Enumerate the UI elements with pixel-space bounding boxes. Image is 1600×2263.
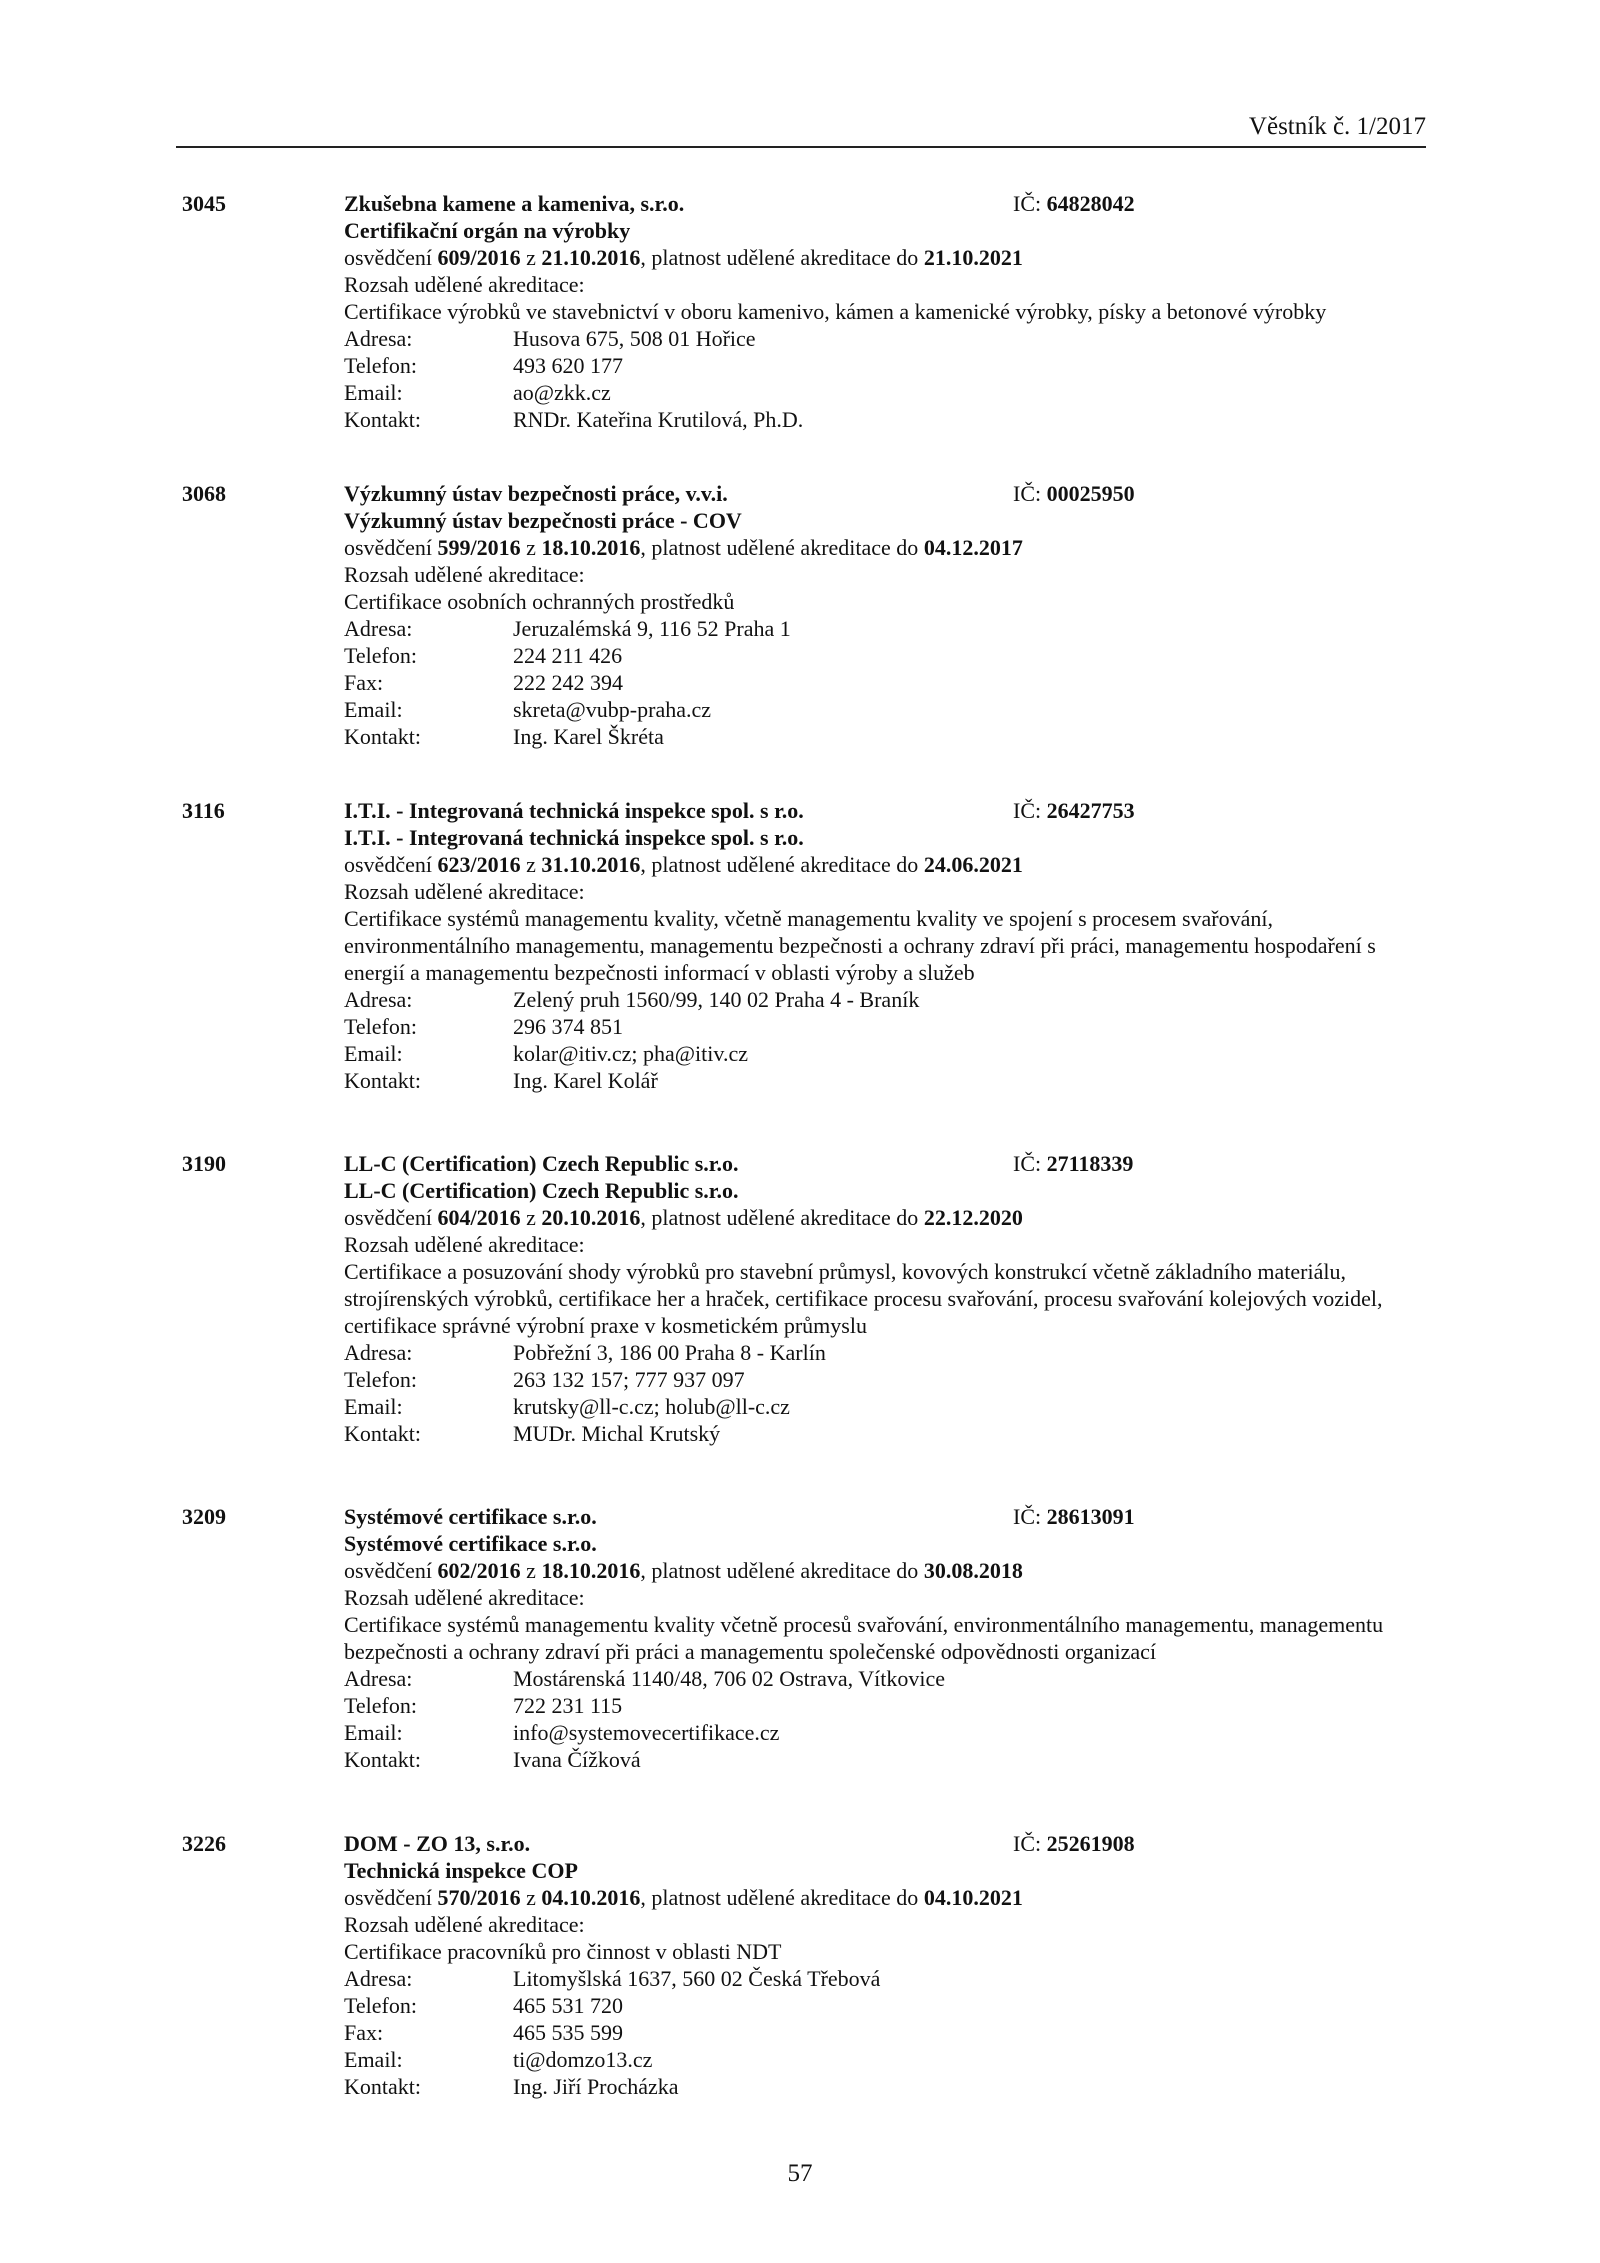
contact-label: Email: <box>344 1720 403 1745</box>
ic-value: 25261908 <box>1046 1831 1135 1856</box>
contact-value: ti@domzo13.cz <box>513 2047 653 2072</box>
scope-label: Rozsah udělené akreditace: <box>344 1585 585 1610</box>
contact-label: Kontakt: <box>344 407 421 432</box>
contact-value: 465 535 599 <box>513 2020 623 2045</box>
contact-value: 493 620 177 <box>513 353 623 378</box>
contact-label: Fax: <box>344 670 384 695</box>
certificate-line <box>344 1884 1414 1911</box>
contact-row-email <box>344 2046 1414 2073</box>
valid-until-date: 04.10.2021 <box>923 1885 1023 1910</box>
contact-row-person <box>344 723 1414 750</box>
valid-until-date: 24.06.2021 <box>923 852 1023 877</box>
certificate-date: 21.10.2016 <box>541 245 641 270</box>
ic-field <box>1013 797 1135 824</box>
certification-body-name: Technická inspekce COP <box>344 1858 578 1883</box>
organization-name: DOM - ZO 13, s.r.o. <box>344 1831 531 1856</box>
contact-row-address <box>344 986 1414 1013</box>
organization-name: LL-C (Certification) Czech Republic s.r.o. <box>344 1151 739 1176</box>
valid-until-date: 21.10.2021 <box>923 245 1023 270</box>
validity-text: , platnost udělené akreditace do <box>640 245 924 270</box>
contact-value: RNDr. Kateřina Krutilová, Ph.D. <box>513 407 804 432</box>
contact-label: Kontakt: <box>344 1421 421 1446</box>
ic-field <box>1013 1150 1133 1177</box>
contact-label: Email: <box>344 697 403 722</box>
contact-row-phone <box>344 1366 1414 1393</box>
validity-text: , platnost udělené akreditace do <box>640 1205 924 1230</box>
certificate-connector: z <box>520 1205 542 1230</box>
contact-row-email <box>344 1040 1414 1067</box>
entry-body <box>344 797 1414 1094</box>
scope-text: Certifikace systémů managementu kvality, včetně managementu kvality ve spojení s procesem svařování, environmentálního managementu, managementu bezpečnosti a ochrany zdraví při práci, managementu hospodaření s energií a managementu bezpečnosti informací v oblasti výroby a služeb <box>344 906 1376 985</box>
scope-text: Certifikace osobních ochranných prostředků <box>344 589 735 614</box>
ic-label: IČ: <box>1013 481 1042 506</box>
contact-value: krutsky@ll-c.cz; holub@ll-c.cz <box>513 1394 790 1419</box>
certificate-line <box>344 851 1414 878</box>
contact-value: ao@zkk.cz <box>513 380 611 405</box>
certificate-connector: z <box>520 852 542 877</box>
contact-value: 296 374 851 <box>513 1014 623 1039</box>
contact-row-email <box>344 1393 1414 1420</box>
contact-value: Litomyšlská 1637, 560 02 Česká Třebová <box>513 1966 881 1991</box>
certificate-connector: z <box>520 1558 542 1583</box>
contact-value: 722 231 115 <box>513 1693 623 1718</box>
contact-row-person <box>344 1420 1414 1447</box>
certificate-date: 20.10.2016 <box>541 1205 641 1230</box>
certificate-prefix: osvědčení <box>344 535 438 560</box>
contact-row-email <box>344 696 1414 723</box>
ic-value: 27118339 <box>1046 1151 1134 1176</box>
contact-value: 224 211 426 <box>513 643 623 668</box>
contact-label: Email: <box>344 2047 403 2072</box>
contact-value: Jeruzalémská 9, 116 52 Praha 1 <box>513 616 791 641</box>
contact-value: 263 132 157; 777 937 097 <box>513 1367 745 1392</box>
ic-label: IČ: <box>1013 191 1042 216</box>
contact-label: Telefon: <box>344 1367 417 1392</box>
page-number: 57 <box>787 2160 813 2187</box>
ic-label: IČ: <box>1013 1831 1042 1856</box>
ic-label: IČ: <box>1013 1504 1042 1529</box>
certificate-connector: z <box>520 535 542 560</box>
contact-row-address <box>344 615 1414 642</box>
contact-row-phone <box>344 352 1414 379</box>
entry-body <box>344 1830 1414 2100</box>
certificate-date: 18.10.2016 <box>541 535 641 560</box>
certificate-prefix: osvědčení <box>344 852 438 877</box>
contact-row-address <box>344 1665 1414 1692</box>
certificate-line <box>344 534 1414 561</box>
ic-value: 28613091 <box>1046 1504 1135 1529</box>
contact-row-person <box>344 2073 1414 2100</box>
certificate-connector: z <box>520 245 542 270</box>
certificate-date: 18.10.2016 <box>541 1558 641 1583</box>
certificate-line <box>344 1204 1414 1231</box>
contact-value: Ing. Karel Škréta <box>513 724 664 749</box>
certification-body-name: I.T.I. - Integrovaná technická inspekce spol. s r.o. <box>344 825 804 850</box>
contact-label: Email: <box>344 1041 403 1066</box>
page-header <box>176 112 1426 148</box>
contact-label: Adresa: <box>344 1966 413 1991</box>
entry-number: 3045 <box>182 191 226 216</box>
ic-label: IČ: <box>1013 1151 1042 1176</box>
contact-label: Telefon: <box>344 353 417 378</box>
ic-field <box>1013 190 1135 217</box>
contact-label: Fax: <box>344 2020 384 2045</box>
entry-number: 3116 <box>182 798 225 823</box>
scope-label: Rozsah udělené akreditace: <box>344 272 585 297</box>
certificate-date: 31.10.2016 <box>541 852 641 877</box>
contact-value: Zelený pruh 1560/99, 140 02 Praha 4 - Braník <box>513 987 920 1012</box>
contact-label: Kontakt: <box>344 1747 421 1772</box>
contact-value: Pobřežní 3, 186 00 Praha 8 - Karlín <box>513 1340 826 1365</box>
contact-value: skreta@vubp-praha.cz <box>513 697 711 722</box>
contact-label: Kontakt: <box>344 1068 421 1093</box>
contact-label: Adresa: <box>344 1666 413 1691</box>
contact-label: Email: <box>344 1394 403 1419</box>
certification-body-name: LL-C (Certification) Czech Republic s.r.o. <box>344 1178 739 1203</box>
certificate-prefix: osvědčení <box>344 1205 438 1230</box>
certificate-number: 602/2016 <box>437 1558 521 1583</box>
bulletin-title: Věstník č. 1/2017 <box>1248 113 1426 140</box>
contact-value: MUDr. Michal Krutský <box>513 1421 721 1446</box>
ic-value: 26427753 <box>1046 798 1135 823</box>
scope-text: Certifikace výrobků ve stavebnictví v oboru kamenivo, kámen a kamenické výrobky, písky a betonové výrobky <box>344 299 1327 324</box>
entry-body <box>344 190 1414 433</box>
entry-number: 3226 <box>182 1831 226 1856</box>
certificate-prefix: osvědčení <box>344 1558 438 1583</box>
certificate-number: 609/2016 <box>437 245 521 270</box>
ic-value: 64828042 <box>1046 191 1135 216</box>
certificate-prefix: osvědčení <box>344 245 438 270</box>
contact-row-fax <box>344 2019 1414 2046</box>
contact-row-address <box>344 1965 1414 1992</box>
contact-row-email <box>344 1719 1414 1746</box>
ic-label: IČ: <box>1013 798 1042 823</box>
valid-until-date: 22.12.2020 <box>923 1205 1023 1230</box>
contact-value: Ivana Čížková <box>513 1747 641 1772</box>
contact-label: Adresa: <box>344 326 413 351</box>
contact-row-person <box>344 1746 1414 1773</box>
contact-row-fax <box>344 669 1414 696</box>
contact-value: Ing. Jiří Procházka <box>513 2074 679 2099</box>
contact-value: 465 531 720 <box>513 1993 623 2018</box>
entry-body <box>344 1150 1414 1447</box>
entry-number: 3209 <box>182 1504 226 1529</box>
contact-row-phone <box>344 1992 1414 2019</box>
contact-row-phone <box>344 1013 1414 1040</box>
certification-body-name: Certifikační orgán na výrobky <box>344 218 631 243</box>
contact-label: Telefon: <box>344 1993 417 2018</box>
scope-text: Certifikace a posuzování shody výrobků pro stavební průmysl, kovových konstrukcí včetně základního materiálu, strojírenských výrobků, certifikace her a hraček, certifikace procesu svařování, procesu svařování kolejových vozidel, certifikace správné výrobní praxe v kosmetickém průmyslu <box>344 1259 1383 1338</box>
contact-label: Adresa: <box>344 987 413 1012</box>
entry-number: 3190 <box>182 1151 226 1176</box>
contact-row-person <box>344 1067 1414 1094</box>
certificate-number: 604/2016 <box>437 1205 521 1230</box>
validity-text: , platnost udělené akreditace do <box>640 852 924 877</box>
ic-field <box>1013 1830 1135 1857</box>
contact-row-phone <box>344 642 1414 669</box>
ic-value: 00025950 <box>1046 481 1135 506</box>
contact-row-address <box>344 1339 1414 1366</box>
contact-label: Kontakt: <box>344 2074 421 2099</box>
contact-row-address <box>344 325 1414 352</box>
contact-row-email <box>344 379 1414 406</box>
contact-value: Ing. Karel Kolář <box>513 1068 658 1093</box>
validity-text: , platnost udělené akreditace do <box>640 535 924 560</box>
scope-label: Rozsah udělené akreditace: <box>344 562 585 587</box>
entry-number: 3068 <box>182 481 226 506</box>
organization-name: Výzkumný ústav bezpečnosti práce, v.v.i. <box>344 481 728 506</box>
entry-body <box>344 480 1414 750</box>
entry-body <box>344 1503 1414 1773</box>
ic-field <box>1013 480 1135 507</box>
organization-name: Zkušebna kamene a kameniva, s.r.o. <box>344 191 685 216</box>
valid-until-date: 04.12.2017 <box>923 535 1023 560</box>
certificate-number: 599/2016 <box>437 535 521 560</box>
organization-name: I.T.I. - Integrovaná technická inspekce spol. s r.o. <box>344 798 804 823</box>
contact-value: Mostárenská 1140/48, 706 02 Ostrava, Vítkovice <box>513 1666 945 1691</box>
validity-text: , platnost udělené akreditace do <box>640 1558 924 1583</box>
scope-text: Certifikace systémů managementu kvality včetně procesů svařování, environmentálního managementu, managementu bezpečnosti a ochrany zdraví při práci a managementu společenské odpovědnosti organizací <box>344 1612 1384 1664</box>
contact-row-person <box>344 406 1414 433</box>
contact-value: 222 242 394 <box>513 670 623 695</box>
certificate-connector: z <box>520 1885 542 1910</box>
valid-until-date: 30.08.2018 <box>923 1558 1023 1583</box>
certification-body-name: Výzkumný ústav bezpečnosti práce - COV <box>344 508 742 533</box>
contact-value: kolar@itiv.cz; pha@itiv.cz <box>513 1041 748 1066</box>
contact-label: Adresa: <box>344 1340 413 1365</box>
contact-label: Telefon: <box>344 1693 417 1718</box>
scope-label: Rozsah udělené akreditace: <box>344 1232 585 1257</box>
contact-label: Email: <box>344 380 403 405</box>
validity-text: , platnost udělené akreditace do <box>640 1885 924 1910</box>
contact-row-phone <box>344 1692 1414 1719</box>
scope-text: Certifikace pracovníků pro činnost v oblasti NDT <box>344 1939 782 1964</box>
certificate-line <box>344 1557 1414 1584</box>
ic-field <box>1013 1503 1135 1530</box>
certificate-prefix: osvědčení <box>344 1885 438 1910</box>
contact-label: Telefon: <box>344 643 417 668</box>
contact-label: Adresa: <box>344 616 413 641</box>
contact-value: info@systemovecertifikace.cz <box>513 1720 780 1745</box>
certificate-number: 623/2016 <box>437 852 521 877</box>
scope-label: Rozsah udělené akreditace: <box>344 1912 585 1937</box>
certificate-line <box>344 244 1414 271</box>
certification-body-name: Systémové certifikace s.r.o. <box>344 1531 597 1556</box>
certificate-date: 04.10.2016 <box>541 1885 641 1910</box>
contact-label: Kontakt: <box>344 724 421 749</box>
contact-label: Telefon: <box>344 1014 417 1039</box>
organization-name: Systémové certifikace s.r.o. <box>344 1504 597 1529</box>
scope-label: Rozsah udělené akreditace: <box>344 879 585 904</box>
contact-value: Husova 675, 508 01 Hořice <box>513 326 756 351</box>
certificate-number: 570/2016 <box>437 1885 521 1910</box>
